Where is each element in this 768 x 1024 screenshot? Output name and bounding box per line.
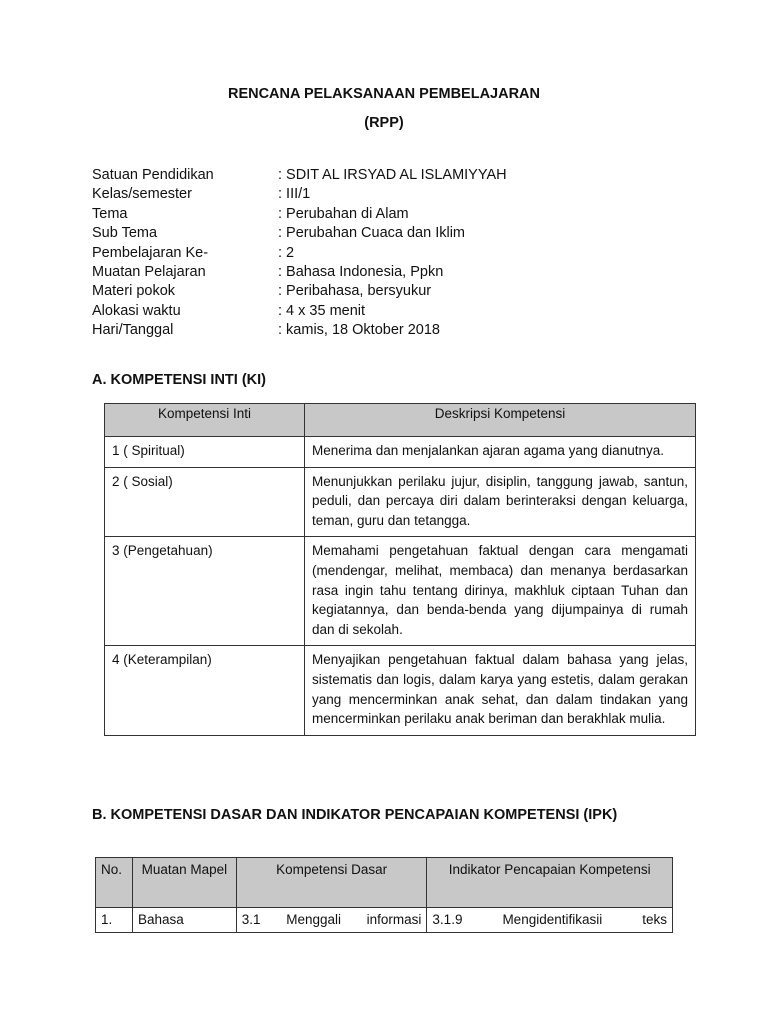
identity-row [92, 244, 507, 263]
kompetensi-inti-table [104, 403, 696, 736]
identity-label: Pembelajaran Ke- [92, 244, 209, 261]
table-row [105, 646, 696, 735]
identity-row [92, 263, 507, 282]
identity-label: Tema [92, 205, 128, 222]
ki-cell: 1 ( Spiritual) [105, 437, 305, 468]
identity-value: : kamis, 18 Oktober 2018 [278, 322, 440, 339]
identity-value: : Peribahasa, bersyukur [278, 283, 432, 300]
header-kompetensi-inti: Kompetensi Inti [105, 404, 305, 437]
no-cell: 1. [96, 908, 133, 933]
table-row [96, 908, 673, 933]
identity-row [92, 321, 507, 340]
identity-label: Muatan Pelajaran [92, 263, 206, 280]
identity-block [92, 166, 507, 341]
identity-value: : 2 [278, 244, 295, 261]
ki-cell: 2 ( Sosial) [105, 467, 305, 537]
identity-row [92, 282, 507, 301]
header-deskripsi-kompetensi: Deskripsi Kompetensi [305, 404, 696, 437]
desc-cell: Menerima dan menjalankan ajaran agama yang dianutnya. [305, 437, 696, 468]
identity-value: : SDIT AL IRSYAD AL ISLAMIYYAH [278, 167, 507, 183]
identity-label: Kelas/semester [92, 186, 192, 203]
identity-row [92, 302, 507, 321]
header-no: No. [96, 858, 133, 908]
kd-cell: 3.1 Menggali informasi [236, 908, 427, 933]
table-row [105, 437, 696, 468]
table-row [105, 467, 696, 537]
ki-cell: 3 (Pengetahuan) [105, 537, 305, 646]
desc-cell: Menunjukkan perilaku jujur, disiplin, tanggung jawab, santun, peduli, dan percaya diri dalam berinteraksi dengan keluarga, teman, guru dan tetangga. [305, 467, 696, 537]
table-header-row [105, 404, 696, 437]
identity-value: : Perubahan Cuaca dan Iklim [278, 225, 465, 242]
ipk-cell: 3.1.9 Mengidentifikasii teks [427, 908, 673, 933]
table-header-row [96, 858, 673, 908]
ki-cell: 4 (Keterampilan) [105, 646, 305, 735]
identity-row [92, 166, 507, 185]
identity-value: : 4 x 35 menit [278, 302, 366, 319]
identity-row [92, 224, 507, 243]
desc-cell: Memahami pengetahuan faktual dengan cara mengamati (mendengar, melihat, membaca) dan menanya berdasarkan rasa ingin tahu tentang dirinya, makhluk ciptaan Tuhan dan kegiatannya, dan benda-benda yang dijumpainya di rumah dan di sekolah. [305, 537, 696, 646]
document-subtitle: (RPP) [364, 115, 404, 131]
section-a-heading: A. KOMPETENSI INTI (KI) [92, 372, 266, 388]
identity-row [92, 205, 507, 224]
kompetensi-dasar-table [95, 857, 673, 933]
table-row [105, 537, 696, 646]
section-b-heading: B. KOMPETENSI DASAR DAN INDIKATOR PENCAPAIAN KOMPETENSI (IPK) [92, 807, 618, 823]
identity-value: : III/1 [278, 186, 311, 203]
identity-label: Hari/Tanggal [92, 322, 174, 339]
identity-value: : Perubahan di Alam [278, 205, 409, 222]
identity-value: : Bahasa Indonesia, Ppkn [278, 263, 444, 280]
identity-label: Satuan Pendidikan [92, 167, 214, 183]
muatan-cell: Bahasa [132, 908, 236, 933]
header-indikator: Indikator Pencapaian Kompetensi [427, 858, 673, 908]
identity-label: Alokasi waktu [92, 302, 181, 319]
identity-label: Sub Tema [92, 225, 158, 242]
desc-cell: Menyajikan pengetahuan faktual dalam bahasa yang jelas, sistematis dan logis, dalam karya yang estetis, dalam gerakan yang mencerminkan anak sehat, dan dalam tindakan yang mencerminkan perilaku anak beriman dan berakhlak mulia. [305, 646, 696, 735]
identity-row [92, 185, 507, 204]
identity-label: Materi pokok [92, 283, 176, 300]
header-kompetensi-dasar: Kompetensi Dasar [236, 858, 427, 908]
document-title: RENCANA PELAKSANAAN PEMBELAJARAN [227, 86, 541, 102]
header-muatan-mapel: Muatan Mapel [132, 858, 236, 908]
